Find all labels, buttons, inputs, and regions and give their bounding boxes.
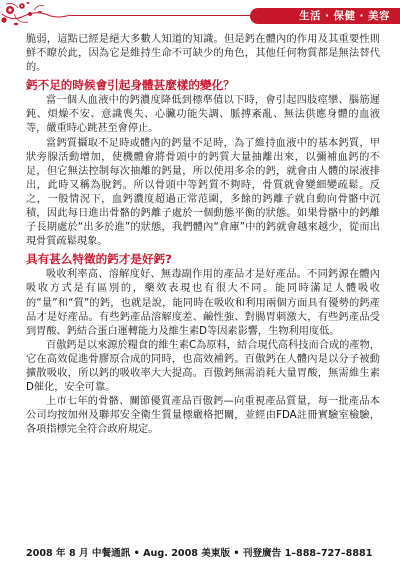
paragraph-calcium-balance: 當鈣質攝取不足時或體內的鈣量不足時，為了維持血液中的基本鈣質，甲狀旁腺活動增加，使機體會將骨頭中的鈣質大量抽離出來，以彌補血鈣的不足，但它無法控制每次抽離的鈣量，所以使用多余的鈣，就會由人體的尿液排出，此時又稱為脫鈣。所以骨頭中等鈣質不夠時，骨質就會變細變疏鬆。反之，一般情況下，血鈣濃度超過正常范圍，多餘的鈣離子就自動向骨骼中沉積，因此每日進出骨骼的鈣離子處於一個動態平衡的狀態。如果骨骼中的鈣離子長期處於“出多於進”的狀態，我們體內“倉庫”中的鈣就會越來越少，從而出現骨質疏鬆現象。 [26,137,380,248]
paragraph-deficiency-symptoms: 當一個人血液中的鈣濃度降低到標準值以下時，會引起四肢痙攣、腦筋遲鈍、煩燥不安、意識喪失、心臟功能失調、脈搏紊亂、無法供應身體的血液等，嚴重時心跳甚至會停止。 [26,95,380,135]
paragraph-absorption: 吸收利率高、溶解度好、無毒副作用的產品才是好產品。不同鈣源在體內吸收方式是有區別的，藥效表現也有很大不同。能同時滿足人體吸收的“量”和“質”的鈣，也就是說，能同時在吸收和利用兩個方面具有優勢的鈣產品才是好產品。有些鈣產品溶解度差、鹼性強、對腸胃刺激大，有些鈣產品受到胃酸、鈣結合蛋白運轉能力及維生素D等因素影響，生物利用度低。 [26,269,380,337]
section-banner: 生活 ‧ 保健 ‧ 美容 [250,8,400,24]
section-heading-good-calcium: 具有甚么特徵的鈣才是好鈣? [26,252,172,267]
paragraph-product: 百傲鈣是以來源於糧食的維生素C為原料，結合現代高科技而合成的產物，它在高效促進骨膠原合成的同時，也高效補鈣。百傲鈣在人體內是以分子被動擴散吸收，所以鈣的吸收率大大提高。百傲鈣無需消耗大量胃酸，無需維生素D催化，安全可靠。 [26,339,380,394]
floral-ornament-icon [0,0,70,30]
article-body [26,33,380,437]
paragraph-quality: 上市七年的骨骼、關節優質產品百傲鈣—向重視產品質量，每一批產品本公司均按加州及聯邦安全衛生質量標嚴格把關，並經由FDA註冊實驗室檢驗，各項指標完全符合政府規定。 [26,396,380,436]
section-heading-calcium-deficiency: 鈣不足的時候會引起身體甚麼樣的變化？ [26,78,235,93]
page-header [0,0,400,30]
page-footer: 2008 年 8 月 中餐通訊 • Aug. 2008 美東版 • 刊登廣告 1–888–727–8881 [26,548,373,559]
header-rule [70,15,250,16]
intro-paragraph: 脆弱，這點已經是絕大多數人知道的知識。但是鈣在體內的作用及其重要性則鮮不瞭於此，因為它是維持生命不可缺少的角色，其他任何物質都是無法替代的。 [26,34,380,74]
